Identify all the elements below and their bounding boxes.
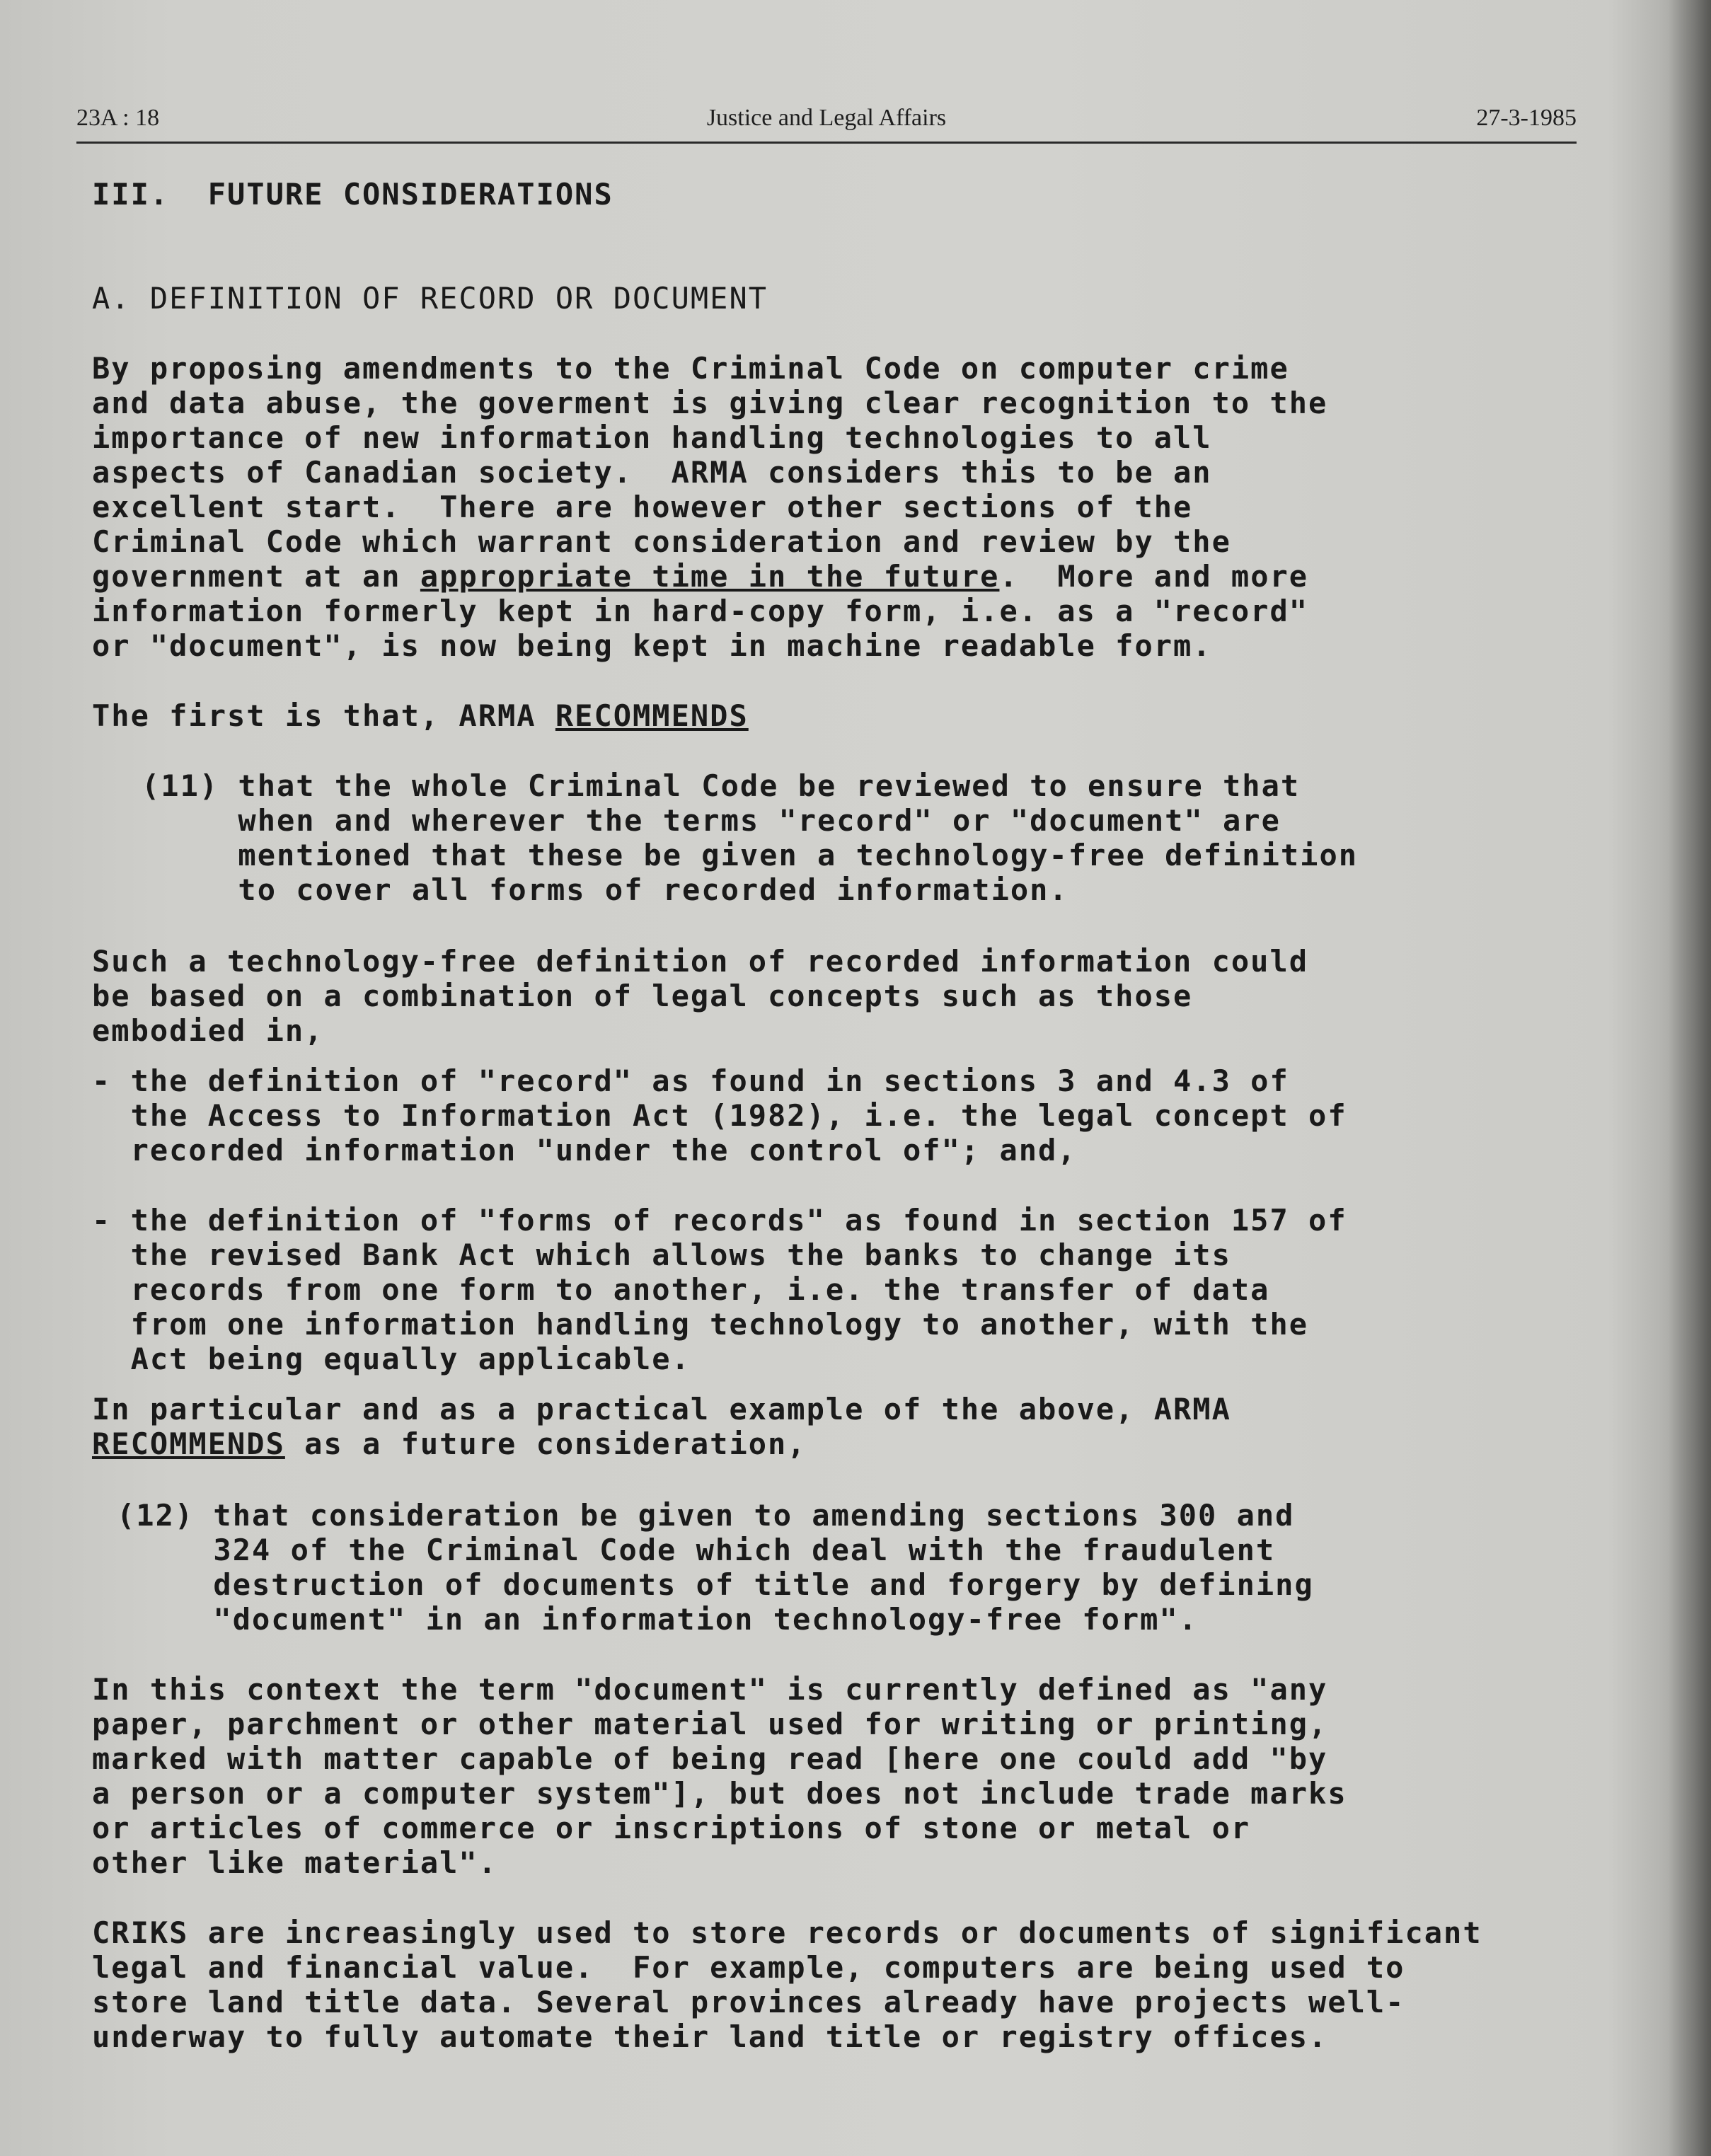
underlined-phrase: appropriate time in the future <box>420 559 1000 594</box>
text-line: (12) that consideration be given to amending sections 300 and <box>117 1498 1295 1533</box>
text-line <box>92 1426 1585 1461</box>
text-line: from one information handling technology to another, with the <box>92 1307 1309 1342</box>
recommends-label: RECOMMENDS <box>92 1426 285 1461</box>
text-span: The first is that, ARMA <box>92 698 555 733</box>
first-recommendation-intro <box>92 698 1585 733</box>
text-line: In particular and as a practical example of the above, ARMA <box>92 1392 1231 1426</box>
page-header <box>76 100 1577 143</box>
text-line: marked with matter capable of being read [here one could add "by <box>92 1741 1328 1776</box>
text-line: Act being equally applicable. <box>92 1342 691 1376</box>
text-line: importance of new information handling technologies to all <box>92 420 1212 455</box>
text-line: Criminal Code which warrant consideration and review by the <box>92 524 1231 559</box>
text-line <box>92 559 1585 594</box>
section-heading: III. FUTURE CONSIDERATIONS <box>92 177 613 212</box>
text-span: as a future consideration, <box>284 1426 807 1461</box>
header-date: 27-3-1985 <box>1476 105 1577 131</box>
bullet-access-to-information <box>92 1063 1585 1168</box>
text-line: a person or a computer system"], but does not include trade marks <box>92 1776 1347 1811</box>
text-line: - the definition of "forms of records" as found in section 157 of <box>92 1203 1347 1238</box>
header-title: Justice and Legal Affairs <box>706 105 947 131</box>
text-span: government at an <box>92 559 420 594</box>
text-line: underway to fully automate their land title or registry offices. <box>92 2019 1328 2054</box>
text-span: . More and more <box>999 559 1309 594</box>
text-line: aspects of Canadian society. ARMA considers this to be an <box>92 455 1212 490</box>
text-line: mentioned that these be given a technology-free definition <box>142 838 1359 872</box>
text-line: CRIKS are increasingly used to store records or documents of significant <box>92 1915 1482 1950</box>
text-line: By proposing amendments to the Criminal Code on computer crime <box>92 351 1289 386</box>
text-line: be based on a combination of legal concepts such as those <box>92 979 1193 1013</box>
text-line: the Access to Information Act (1982), i.e. the legal concept of <box>92 1098 1347 1133</box>
paragraph-intro <box>92 351 1585 663</box>
recommendation-12 <box>92 1498 1585 1637</box>
page-reference: 23A : 18 <box>76 105 160 131</box>
section-subheading: A. DEFINITION OF RECORD OR DOCUMENT <box>92 281 768 316</box>
text-line: legal and financial value. For example, computers are being used to <box>92 1950 1405 1985</box>
recommendation-11 <box>92 768 1585 907</box>
text-line: information formerly kept in hard-copy form, i.e. as a "record" <box>92 594 1309 628</box>
text-line: embodied in, <box>92 1013 324 1048</box>
document-body <box>92 170 1585 2054</box>
text-line: recorded information "under the control of"; and, <box>92 1133 1077 1168</box>
text-line: - the definition of "record" as found in sections 3 and 4.3 of <box>92 1063 1289 1098</box>
recommends-label: RECOMMENDS <box>555 698 749 733</box>
text-line: records from one form to another, i.e. the transfer of data <box>92 1272 1270 1307</box>
text-line: or "document", is now being kept in machine readable form. <box>92 628 1212 663</box>
text-line: paper, parchment or other material used for writing or printing, <box>92 1707 1328 1741</box>
text-line: when and wherever the terms "record" or "document" are <box>142 803 1281 838</box>
paragraph-definition-basis <box>92 944 1585 1048</box>
text-line: the revised Bank Act which allows the banks to change its <box>92 1238 1231 1272</box>
paragraph-practical-example <box>92 1392 1585 1461</box>
text-line: excellent start. There are however other sections of the <box>92 490 1193 524</box>
paragraph-document-definition <box>92 1672 1585 1880</box>
text-line: 324 of the Criminal Code which deal with the fraudulent <box>117 1533 1276 1567</box>
text-line: (11) that the whole Criminal Code be reviewed to ensure that <box>142 768 1301 803</box>
text-line: destruction of documents of title and forgery by defining <box>117 1567 1314 1602</box>
text-line: In this context the term "document" is currently defined as "any <box>92 1672 1328 1707</box>
header-rule <box>76 142 1577 144</box>
text-line: and data abuse, the goverment is giving clear recognition to the <box>92 386 1328 420</box>
text-line: to cover all forms of recorded information. <box>142 872 1068 907</box>
text-line: or articles of commerce or inscriptions of stone or metal or <box>92 1811 1251 1845</box>
binding-shadow <box>1669 0 1711 2156</box>
paragraph-criks <box>92 1915 1585 2054</box>
bullet-bank-act <box>92 1203 1585 1376</box>
text-line: Such a technology-free definition of recorded information could <box>92 944 1309 979</box>
text-line: other like material". <box>92 1845 498 1880</box>
text-line: "document" in an information technology-free form". <box>117 1602 1199 1637</box>
text-line: store land title data. Several provinces already have projects well- <box>92 1985 1405 2019</box>
